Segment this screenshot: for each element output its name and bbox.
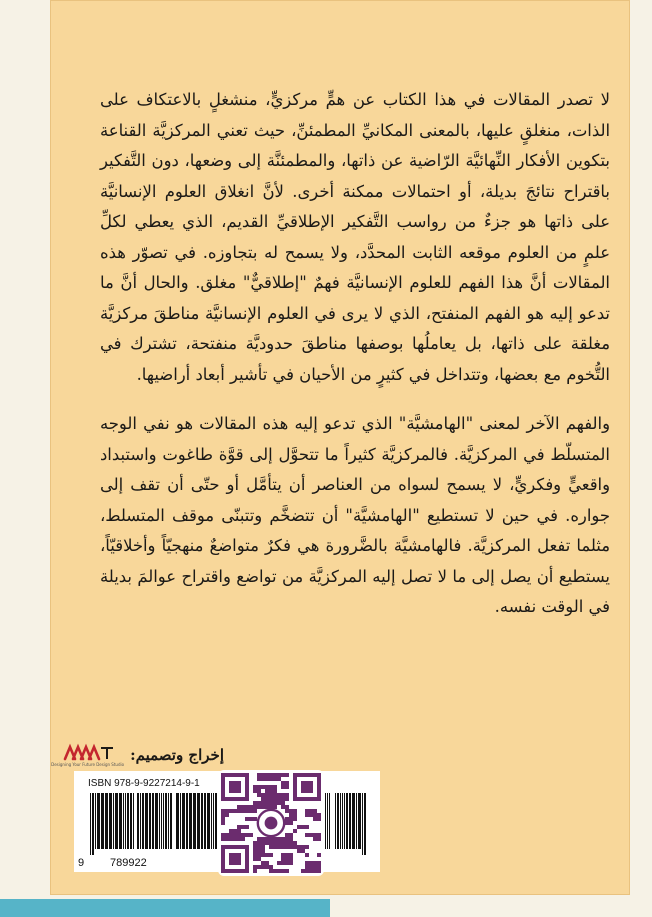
qr-code-icon — [221, 773, 321, 873]
bottom-color-strip — [0, 899, 330, 917]
studio-logo — [51, 742, 124, 767]
blurb-paragraph-2: والفهم الآخر لمعنى "الهامشيَّة" الذي تدعو إليه هذه المقالات هو نفي الوجه المتسلّط في المركزيَّة. فالمركزيَّة كثيراً ما تتحوَّل إلى قوَّة طاغوت واستبداد واقعيٍّ وفكريٍّ، لا يسمح لسواه من العناصر أن يتأمَّل أو حتّى أن تقف إلى جواره. في حين لا تستطيع "الهامشيَّة" أن تتضخَّم وتتبنّى موقف المتسلط، مثلما تفعل المركزيَّة. فالهامشيَّة بالضَّرورة هي فكرٌ متواضعٌ منهجيّاً وأخلاقيّاً، يستطيع أن يصل إلى ما لا تصل إليه المركزيَّة من تواضع واقتراح عوالمَ بديلة في الوقت نفسه. — [100, 414, 610, 616]
studio-logo-icon — [61, 742, 115, 764]
qr-code — [218, 770, 324, 876]
credit-label: إخراج وتصميم: — [130, 745, 224, 764]
blurb-text — [100, 85, 610, 623]
barcode-first-group: 789922 — [110, 857, 147, 869]
blurb-paragraph-1: لا تصدر المقالات في هذا الكتاب عن همٍّ مركزيٍّ، منشغلٍ بالاعتكاف على الذات، منغلقٍ عليها، بالمعنى المكانيِّ المطمئنِّ، حيث تعني المركزيَّة القناعة بتكوين الأفكار النِّهائيَّة الرّاضية عن ذاتها، والمطمئنَّة إلى وضعها، دون التَّفكير باقتراح نتائجَ بديلة، أو احتمالات ممكنة أخرى. لأنَّ انغلاق العلوم الإنسانيَّة على ذاتها هو جزءٌ من رواسب التَّفكير الإطلاقيِّ القديم، الذي يعطي لكلِّ علمٍ من العلوم موقعه الثابت المحدَّد، ولا يسمح له بتجاوزه. في تصوّر هذه المقالات أنَّ هذا الفهم للعلوم الإنسانيَّة فهمٌ "إطلاقيٌّ" مغلق. والحال أنَّ ما تدعو إليه هو الفهم المنفتح، الذي لا يرى في العلوم الإنسانيَّة مناطقَ مركزيَّة مغلقة على ذاتها، بل يعاملُها بوصفها مناطقَ حدوديَّة منفتحة، تشترك في التُّخوم مع بعضها، وتتداخل في كثيرٍ من الأحيان في تأشير أبعاد أراضيها. — [100, 90, 610, 384]
isbn-number: ISBN 978-9-9227214-9-1 — [88, 778, 200, 789]
design-credit — [51, 742, 224, 767]
barcode-lead-digit: 9 — [78, 857, 85, 869]
logo-tagline: Designing Your Future Design Studio — [51, 762, 125, 767]
